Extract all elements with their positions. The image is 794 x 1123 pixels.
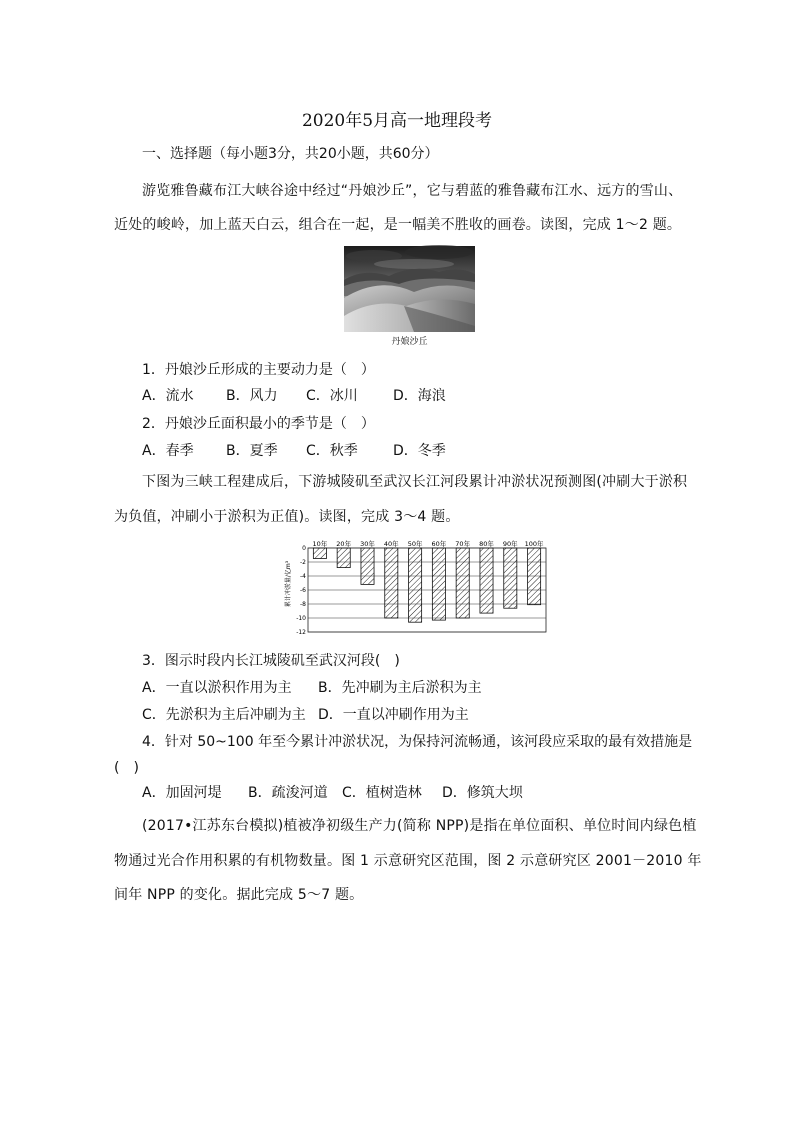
chart-category-label: 80年 [479, 540, 494, 548]
chart-ytick-label: -2 [300, 559, 306, 566]
chart-category-label: 40年 [383, 540, 399, 548]
scour-chart-svg [286, 536, 548, 636]
page-title: 2020年5月高一地理段考 [301, 111, 493, 131]
chart-bar [432, 548, 445, 620]
chart-category-label: 20年 [336, 540, 352, 548]
q1-option-c[interactable]: C．冰川 [306, 388, 358, 404]
q3-option-d[interactable]: D．一直以冲刷作用为主 [318, 707, 469, 723]
chart-category-label: 70年 [455, 540, 471, 548]
chart-category-label: 60年 [431, 540, 447, 548]
q4-option-b[interactable]: B．疏浚河道 [248, 785, 328, 801]
chart-category-label: 10年 [312, 540, 328, 548]
q4-stem-line1: 4．针对 50~100 年至今累计冲淤状况，为保持河流畅通，该河段应采取的最有效措施是 [142, 734, 693, 750]
chart-ytick-label: -10 [296, 615, 306, 622]
chart-bar [480, 548, 493, 613]
q4-option-a[interactable]: A．加固河堤 [142, 785, 222, 801]
scour-chart [286, 536, 548, 636]
q2-option-d[interactable]: D．冬季 [393, 443, 446, 459]
chart-bar [313, 548, 326, 559]
q1-option-b[interactable]: B．风力 [226, 388, 278, 404]
q4-option-c[interactable]: C．植树造林 [342, 785, 422, 801]
chart-category-label: 30年 [360, 540, 375, 548]
q2-option-c[interactable]: C．秋季 [306, 443, 358, 459]
intro1-line2: 近处的峻岭，加上蓝天白云，组合在一起，是一幅美不胜收的画卷。读图，完成 1～2 题。 [114, 217, 682, 233]
chart-ylabel: 累计冲淤量/亿m³ [285, 560, 292, 608]
chart-category-label: 90年 [502, 540, 518, 548]
q2-option-b[interactable]: B．夏季 [226, 443, 278, 459]
chart-ytick-label: -4 [300, 573, 306, 580]
chart-ytick-label: -8 [300, 601, 306, 608]
q3-options-row1 [142, 677, 542, 697]
q4-options [142, 782, 562, 802]
chart-bar [456, 548, 469, 618]
q2-option-a[interactable]: A．春季 [142, 443, 194, 459]
q1-option-a[interactable]: A．流水 [142, 388, 194, 404]
chart-ytick-label: -12 [296, 629, 306, 636]
q4-stem-line2: ( ) [114, 760, 139, 776]
q3-option-b[interactable]: B．先冲刷为主后淤积为主 [318, 680, 482, 696]
q2-stem: 2．丹娘沙丘面积最小的季节是（ ） [142, 416, 375, 432]
chart-ytick-label: -6 [300, 587, 306, 594]
intro3-line3: 间年 NPP 的变化。据此完成 5～7 题。 [114, 887, 364, 903]
q3-option-a[interactable]: A．一直以淤积作用为主 [142, 680, 292, 696]
chart-bar [385, 548, 398, 618]
chart-ytick-label: 0 [302, 545, 306, 552]
q1-stem: 1．丹娘沙丘形成的主要动力是（ ） [142, 362, 375, 378]
q2-options [142, 440, 462, 460]
intro2-line1: 下图为三峡工程建成后，下游城陵矶至武汉长江河段累计冲淤状况预测图(冲刷大于淤积 [142, 474, 688, 490]
chart-bar [528, 548, 541, 605]
intro3-line1: (2017•江苏东台模拟)植被净初级生产力(简称 NPP)是指在单位面积、单位时间内绿色植 [142, 818, 697, 834]
chart-bar [504, 548, 517, 608]
section-heading: 一、选择题（每小题3分，共20小题，共60分） [142, 146, 439, 162]
chart-category-label: 100年 [524, 540, 544, 548]
q1-option-d[interactable]: D．海浪 [393, 388, 446, 404]
intro2-line2: 为负值，冲刷小于淤积为正值)。读图，完成 3～4 题。 [114, 509, 460, 525]
dune-photo [344, 246, 475, 332]
q1-options [142, 385, 462, 405]
q3-stem: 3．图示时段内长江城陵矶至武汉河段( ) [142, 653, 400, 669]
q3-option-c[interactable]: C．先淤积为主后冲刷为主 [142, 707, 306, 723]
q4-option-d[interactable]: D．修筑大坝 [442, 785, 523, 801]
chart-bar [409, 548, 422, 622]
chart-bar [337, 548, 350, 568]
intro3-line2: 物通过光合作用积累的有机物数量。图 1 示意研究区范围，图 2 示意研究区 2001－2010 年 [114, 853, 702, 869]
chart-bar [361, 548, 374, 584]
photo-caption: 丹娘沙丘 [391, 337, 428, 347]
q3-options-row2 [142, 704, 542, 724]
intro1-line1: 游览雅鲁藏布江大峡谷途中经过“丹娘沙丘”，它与碧蓝的雅鲁藏布江水、远方的雪山、 [142, 183, 683, 199]
chart-category-label: 50年 [407, 540, 423, 548]
